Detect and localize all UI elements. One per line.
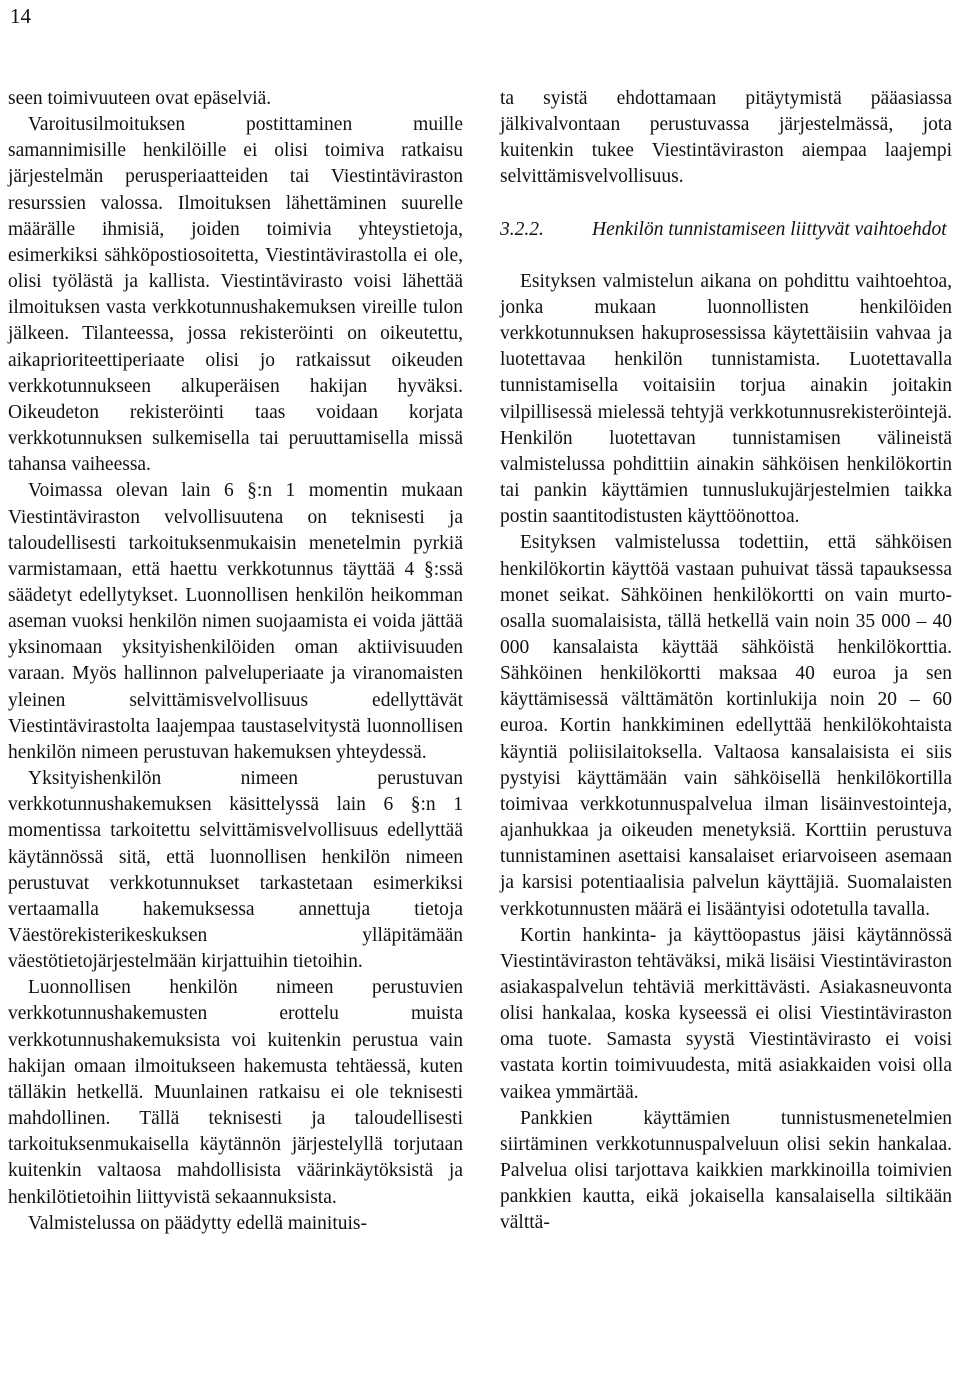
left-paragraph-4: Yksityishenkilön nimeen perustuvan verkkotunnushakemuksen käsittelyssä lain 6 §:n 1 momentissa tarkoitettu selvittämisvelvollisuus edellyttää käytännössä sitä, että luonnollisen henkilön nimeen perustuvat verkkotunnukset tarkastetaan esimerkiksi vertaamalla hakemuksessa annettuja tietoja Väestörekisterikeskuksen ylläpitämään väestötietojärjestelmään kirjattuihin tietoihin.: [8, 768, 463, 973]
right-paragraph-3: Kortin hankinta- ja käyttöopastus jäisi käytännössä Viestintäviraston tehtäväksi, mikä lisäisi Viestintäviraston asiakaspalvelun tehtäviä merkittävästi. Asiakasneuvonta olisi hankalaa, koska kyseessä ei olisi Viestintäviraston oma tuote. Samasta syystä Viestintävirasto ei voisi vastata kortin toimivuudesta, mitä asiakkaiden voisi olla vaikea ymmärtää.: [500, 924, 952, 1103]
left-paragraph-2: Varoitusilmoituksen postittaminen muille samannimisille henkilöille ei olisi toimiva ratkaisu järjestelmän perusperiaatteiden tai Viestintäviraston resurssien valossa. Ilmoituksen lähettäminen suurelle määrälle ihmisiä, joiden toimivia yhteystietoja, esimerkiksi sähköpostiosoitetta, Viestintävirastolla ei ole, olisi työlästä ja kallista. Viestintävirasto voisi lähettää ilmoituksen vasta verkkotunnushakemuksen vireille tulon jälkeen. Tilanteessa, jossa rekisteröinti on oikeutettu, aikaprioriteettiperiaate olisi jo ratkaissut oikeuden verkkotunnukseen alkuperäisen hakijan hyväksi. Oikeudeton rekisteröinti taas voidaan korjata verkkotunnuksen sulkemisella tai peruuttamisella missä tahansa vaiheessa.: [8, 114, 463, 476]
left-paragraph-3: Voimassa olevan lain 6 §:n 1 momentin mukaan Viestintäviraston velvollisuutena on teknisesti ja taloudellisesti tarkoituksenmukaisin menetelmin pyrkiä varmistamaan, että haettu verkkotunnus täyttää 4 §:ssä säädetyt edellytykset. Luonnollisen henkilön heikomman aseman vuoksi henkilön nimen suojaamista ei voida jättää yksinomaan yksityishenkilöiden oman aktiivisuuden varaan. Myös hallinnon palveluperiaate ja viranomaisten yleinen selvittämisvelvollisuus edellyttävät Viestintävirastolta laajempaa taustaselvitystä luonnollisen henkilön nimeen perustuvan hakemuksen yhteydessä.: [8, 480, 463, 763]
left-paragraph-5: Luonnollisen henkilön nimeen perustuvien verkkotunnushakemusten erottelu muista verkkotunnushakemuksista voi kuitenkin perustua vain hakijan omaan ilmoitukseen hakemusta tehtäessä, kuten tälläkin hetkellä. Muunlainen ratkaisu ei ole teknisesti mahdollinen. Tällä teknisesti ja taloudellisesti tarkoituksenmukaisella käytännön järjestelyllä torjutaan kuitenkin valtaosa mahdollisista väärinkäytöksistä ja henkilötietoihin liittyvistä sekaannuksista.: [8, 977, 463, 1208]
right-paragraph-2: Esityksen valmistelussa todettiin, että sähköisen henkilökortin käyttöä vastaan puhuivat tässä tapauksessa monet seikat. Sähköinen henkilökortti on vain murto-osalla suomalaisista, tällä hetkellä vain noin 35 000 – 40 000 kansalaista käyttää sähköistä henkilökorttia. Sähköinen henkilökortti maksaa 40 euroa ja sen käyttämisessä välttämätön kortinlukija noin 20 – 60 euroa. Kortin hankkiminen edellyttää henkilökohtaista käyntiä poliisilaitoksella. Valtaosa kansalaisista ei siis pystyisi käyttämään vain sähköisellä henkilökortilla toimivaa verkkotunnuspalvelua ilman lisäinvestointeja, ajanhukkaa ja oikeuden menetyksiä. Korttiin perustuva tunnistaminen asettaisi kansalaiset eriarvoiseen asemaan ja karsisi potentiaalisia palvelun käyttäjiä. Suomalaisten verkkotunnusten määrä ei lisääntyisi odotetulla tavalla.: [500, 532, 952, 920]
section-number: 3.2.2.: [500, 218, 544, 240]
left-column: [8, 86, 463, 1237]
left-paragraph-1: seen toimivuuteen ovat epäselviä.: [8, 88, 272, 109]
right-intro-paragraph: ta syistä ehdottamaan pitäytymistä pääasiassa jälkivalvontaan perustuvassa järjestelmässä, jota kuitenkin tukee Viestintäviraston aiempaa laajempi selvittämisvelvollisuus.: [500, 88, 952, 188]
right-column: [500, 86, 952, 1237]
section-heading: [500, 217, 952, 243]
page-number: 14: [10, 4, 31, 28]
right-paragraph-1: Esityksen valmistelun aikana on pohdittu vaihtoehtoa, jonka mukaan luonnollisten henkilöiden verkkotunnuksen hakuprosessissa käytettäisiin vahvaa ja luotettavaa henkilön tunnistamista. Luotettavalla tunnistamisella voitaisiin torjua ainakin joitakin vilpillisessä mielessä tehtyjä verkkotunnusrekisteröintejä. Henkilön luotettavan tunnistamisen välineistä valmistelussa pohdittiin ainakin sähköisen henkilökortin tai pankin käyttämien tunnuslukujärjestelmien taikka postin saantitodistusten käyttöönottoa.: [500, 270, 952, 528]
section-title: Henkilön tunnistamiseen liittyvät vaihtoehdot: [592, 218, 947, 240]
left-paragraph-6: Valmistelussa on päädytty edellä mainituis-: [28, 1212, 368, 1234]
right-paragraph-4: Pankkien käyttämien tunnistusmenetelmien siirtäminen verkkotunnuspalveluun olisi sekin hankalaa. Palvelua olisi tarjottava kaikkien markkinoilla toimivien pankkien kautta, eikä jokaisella kansalaisella siltikään välttä-: [500, 1107, 952, 1234]
